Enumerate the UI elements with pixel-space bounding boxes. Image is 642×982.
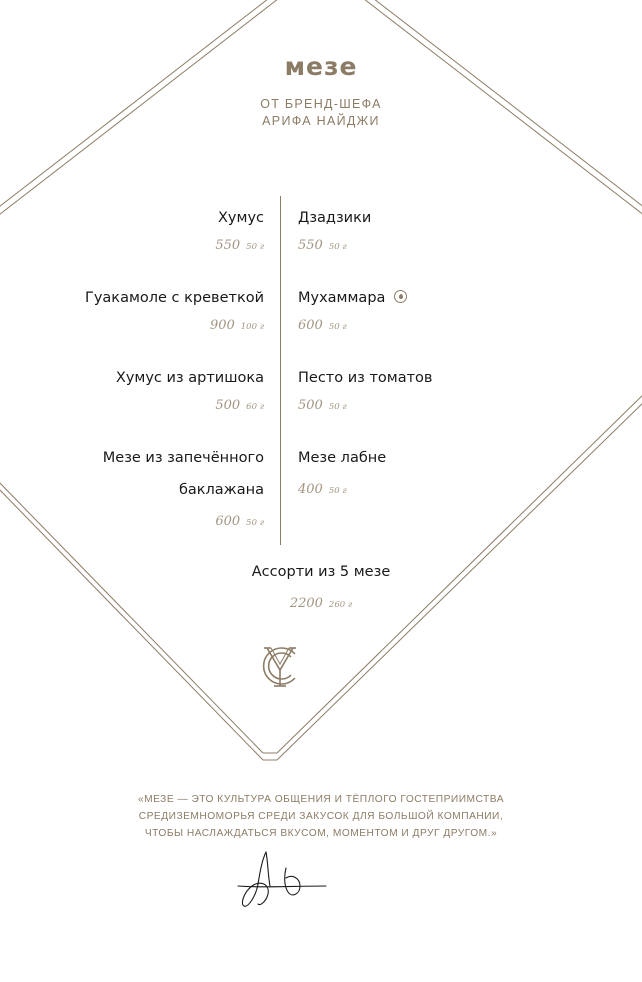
quote-line1: «МЕЗЕ — ЭТО КУЛЬТУРА ОБЩЕНИЯ И ТЁПЛОГО ГОСТЕПРИИМСТВА bbox=[137, 794, 505, 805]
item-name: Мухаммара bbox=[298, 290, 386, 306]
chef-quote bbox=[70, 791, 572, 842]
item-weight: 50 г bbox=[246, 518, 264, 528]
item-price: 550 bbox=[215, 238, 241, 253]
menu-item-tomato-pesto bbox=[298, 362, 432, 418]
menu-item-artichoke-hummus bbox=[116, 362, 264, 418]
item-weight: 260 г bbox=[328, 600, 353, 610]
page-title: мезе bbox=[284, 52, 358, 81]
item-price: 900 bbox=[209, 318, 235, 333]
item-name: Ассорти из 5 мезе bbox=[251, 564, 391, 580]
item-price: 600 bbox=[215, 514, 241, 529]
quote-line3: ЧТОБЫ НАСЛАЖДАТЬСЯ ВКУСОМ, МОМЕНТОМ И ДРУГ ДРУГОМ.» bbox=[144, 828, 498, 839]
item-name: Дзадзики bbox=[298, 210, 372, 226]
menu-item-eggplant-meze bbox=[103, 442, 264, 534]
item-weight: 100 г bbox=[240, 322, 264, 332]
quote-line2: СРЕДИЗЕМНОМОРЬЯ СРЕДИ ЗАКУСОК ДЛЯ БОЛЬШОЙ КОМПАНИИ, bbox=[138, 811, 504, 822]
chef-subtitle-line2: АРИФА НАЙДЖИ bbox=[262, 114, 380, 128]
item-price: 500 bbox=[215, 398, 241, 413]
item-name-line1: Мезе из запечённого bbox=[102, 450, 264, 466]
item-weight: 50 г bbox=[328, 322, 347, 332]
menu-item-tzatziki bbox=[298, 202, 371, 258]
item-name: Мезе лабне bbox=[298, 450, 387, 466]
chef-subtitle-line1: ОТ БРЕНД-ШЕФА bbox=[260, 97, 382, 111]
item-price: 550 bbox=[298, 238, 323, 253]
item-price: 600 bbox=[298, 318, 323, 333]
menu-item-assorti bbox=[0, 556, 642, 616]
item-weight: 50 г bbox=[328, 402, 347, 412]
chef-signature-icon bbox=[234, 848, 328, 912]
item-price: 400 bbox=[298, 482, 323, 497]
item-weight: 60 г bbox=[246, 402, 264, 412]
item-price: 500 bbox=[298, 398, 323, 413]
item-weight: 50 г bbox=[246, 242, 264, 252]
menu-item-labneh-meze bbox=[298, 442, 386, 502]
item-name: Песто из томатов bbox=[298, 370, 433, 386]
menu-item-muhammara bbox=[298, 282, 407, 338]
item-name-line2: баклажана bbox=[178, 482, 264, 498]
menu-item-guacamole bbox=[85, 282, 264, 338]
column-divider bbox=[280, 196, 281, 545]
item-price: 2200 bbox=[289, 596, 323, 611]
item-name: Гуакамоле с креветкой bbox=[85, 290, 264, 306]
vegetarian-icon bbox=[394, 290, 407, 303]
item-weight: 50 г bbox=[328, 486, 347, 496]
monogram-logo-icon bbox=[255, 640, 305, 692]
item-name: Хумус bbox=[217, 210, 264, 226]
item-name: Хумус из артишока bbox=[115, 370, 264, 386]
menu-item-hummus bbox=[215, 202, 264, 258]
item-weight: 50 г bbox=[328, 242, 347, 252]
